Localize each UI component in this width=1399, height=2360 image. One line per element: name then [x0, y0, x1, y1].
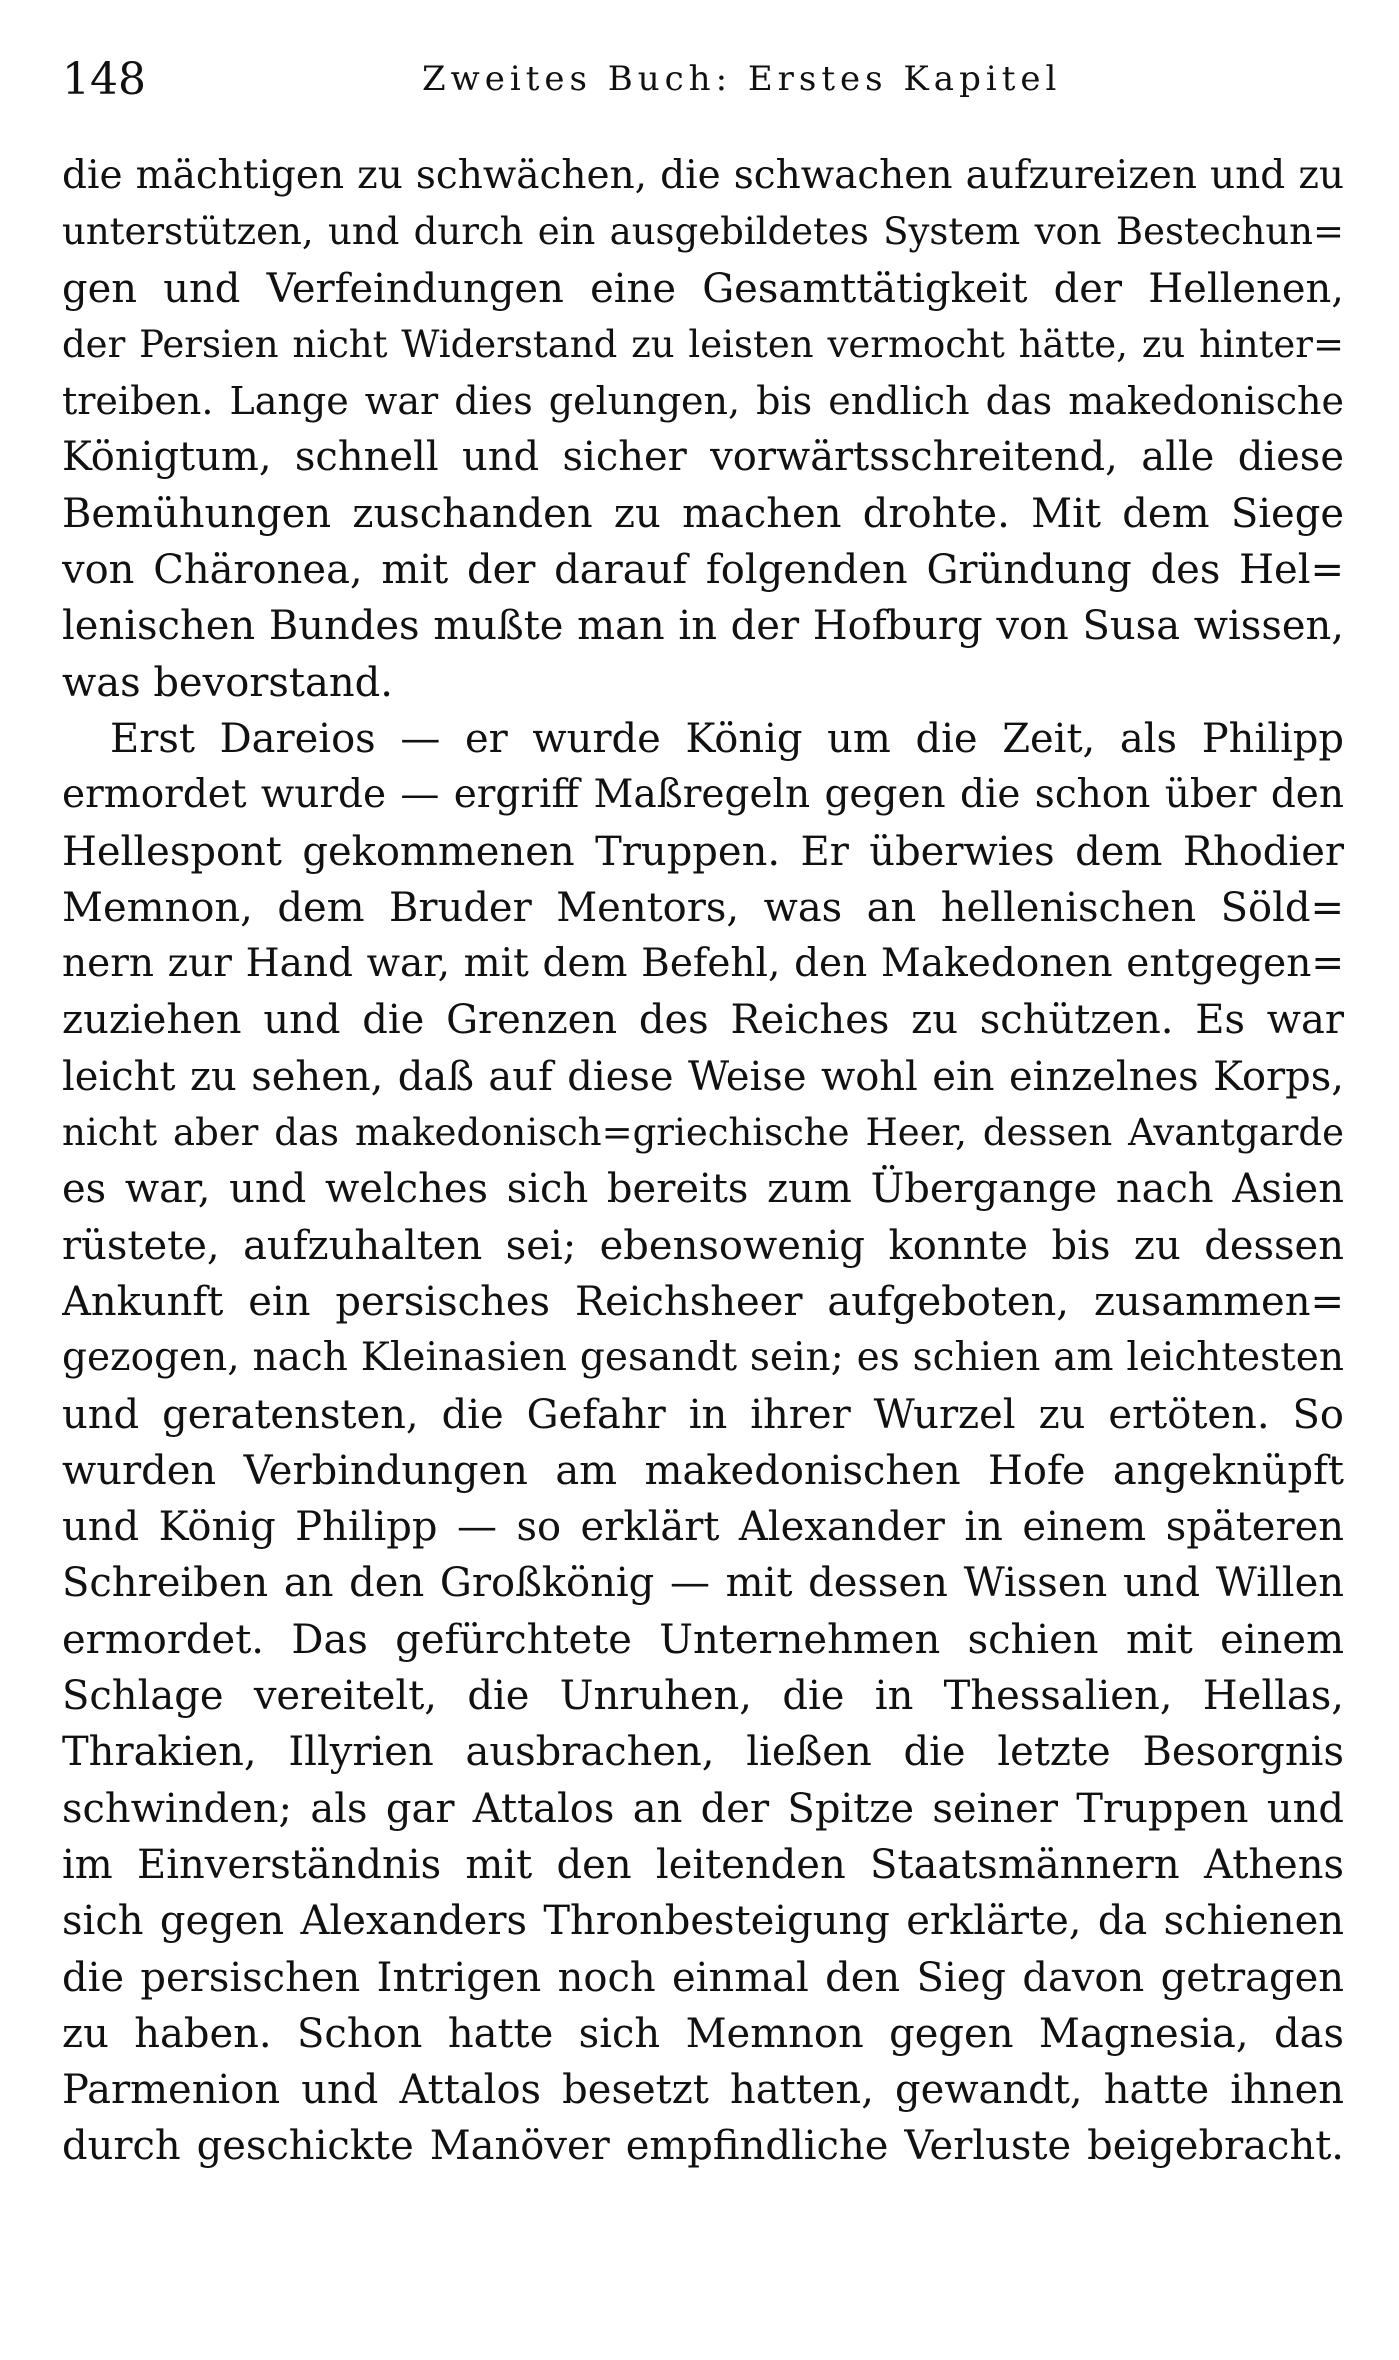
text-line: Hellespont gekommenen Truppen. Er überwies dem Rhodier	[62, 828, 1344, 875]
text-line: gezogen, nach Kleinasien gesandt sein; es schien am leichtesten	[62, 1335, 1344, 1381]
text-line: Bemühungen zuschanden zu machen drohte. Mit dem Siege	[62, 490, 1344, 537]
text-line: leicht zu sehen, daß auf diese Weise wohl ein einzelnes Korps,	[62, 1053, 1344, 1100]
text-line: Memnon, dem Bruder Mentors, was an hellenischen Söld=	[62, 884, 1344, 931]
text-line: was bevorstand.	[62, 659, 393, 706]
text-line: nern zur Hand war, mit dem Befehl, den Makedonen entgegen=	[62, 941, 1344, 987]
text-line: die persischen Intrigen noch einmal den Sieg davon getragen	[62, 1954, 1344, 2001]
text-line: von Chäronea, mit der darauf folgenden Gründung des Hel=	[62, 547, 1344, 594]
text-line: zuziehen und die Grenzen des Reiches zu schützen. Es war	[62, 997, 1344, 1044]
page-header	[62, 50, 1344, 110]
text-line: Ankunft ein persisches Reichsheer aufgeboten, zusammen=	[62, 1278, 1344, 1325]
text-line: Schreiben an den Großkönig — mit dessen Wissen und Willen	[62, 1560, 1344, 1607]
text-line: zu haben. Schon hatte sich Memnon gegen Magnesia, das	[62, 2010, 1344, 2057]
text-line: Königtum, schnell und sicher vorwärtsschreitend, alle diese	[62, 434, 1344, 481]
text-line: durch geschickte Manöver empfindliche Verluste beigebracht.	[62, 2123, 1344, 2170]
text-line: sich gegen Alexanders Thronbesteigung erklärte, da schienen	[62, 1898, 1344, 1945]
text-line: schwinden; als gar Attalos an der Spitze seiner Truppen und	[62, 1785, 1344, 1832]
text-line: lenischen Bundes mußte man in der Hofburg von Susa wissen,	[62, 603, 1344, 650]
text-line: treiben. Lange war dies gelungen, bis endlich das makedonische	[62, 379, 1344, 424]
text-line: ermordet wurde — ergriff Maßregeln gegen die schon über den	[62, 772, 1344, 818]
text-line: Schlage vereitelt, die Unruhen, die in Thessalien, Hellas,	[62, 1673, 1344, 1720]
text-line: ermordet. Das gefürchtete Unternehmen schien mit einem	[62, 1616, 1344, 1663]
text-line: im Einverständnis mit den leitenden Staatsmännern Athens	[62, 1841, 1344, 1888]
body-text	[62, 148, 1344, 2175]
text-line: wurden Verbindungen am makedonischen Hofe angeknüpft	[62, 1447, 1344, 1494]
text-line: Thrakien, Illyrien ausbrachen, ließen die letzte Besorgnis	[62, 1729, 1344, 1776]
text-line: rüstete, aufzuhalten sei; ebensowenig konnte bis zu dessen	[62, 1222, 1344, 1269]
text-line: und geratensten, die Gefahr in ihrer Wurzel zu ertöten. So	[62, 1391, 1344, 1438]
text-line: gen und Verfeindungen eine Gesamttätigkeit der Hellenen,	[62, 265, 1344, 312]
text-line: Erst Dareios — er wurde König um die Zeit, als Philipp	[110, 715, 1344, 762]
text-line: der Persien nicht Widerstand zu leisten vermocht hätte, zu hinter=	[62, 322, 1344, 366]
text-line: unterstützen, und durch ein ausgebildetes System von Bestechun=	[62, 210, 1344, 254]
text-line: es war, und welches sich bereits zum Übergange nach Asien	[62, 1166, 1344, 1213]
text-line: die mächtigen zu schwächen, die schwachen aufzureizen und zu	[62, 153, 1344, 198]
text-line: nicht aber das makedonisch=griechische Heer, dessen Avantgarde	[62, 1111, 1344, 1155]
text-line: Parmenion und Attalos besetzt hatten, gewandt, hatte ihnen	[62, 2067, 1344, 2114]
running-head: Zweites Buch: Erstes Kapitel	[422, 59, 1062, 99]
page-number: 148	[62, 54, 146, 105]
text-line: und König Philipp — so erklärt Alexander in einem späteren	[62, 1504, 1344, 1551]
